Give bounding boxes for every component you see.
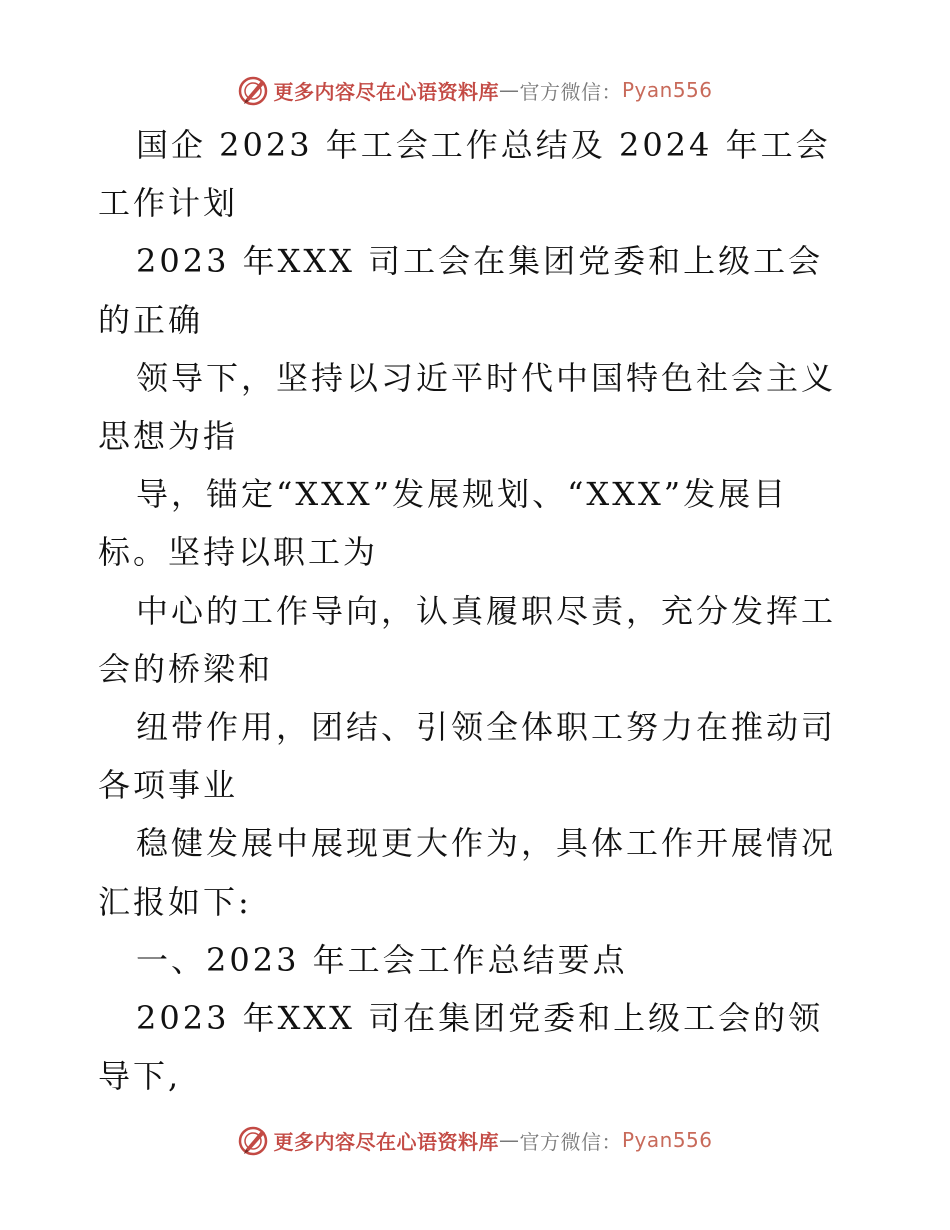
paragraph: 稳健发展中展现更大作为，具体工作开展情况汇报如下: xyxy=(98,824,837,921)
banner-dash: — xyxy=(498,1128,520,1152)
banner-wechat-label: 官方微信： xyxy=(519,79,622,104)
banner-wechat-id: Pyan556 xyxy=(621,1128,713,1152)
document-title: 国企 2023 年工会工作总结及 2024 年工会工作计划 xyxy=(98,126,831,223)
banner-brand-text: 更多内容尽在心语资料库 xyxy=(273,79,499,104)
banner-wechat-id: Pyan556 xyxy=(621,78,713,102)
paragraph: 纽带作用，团结、引领全体职工努力在推动司各项事业 xyxy=(98,708,837,805)
paragraph: 2023 年XXX 司工会在集团党委和上级工会的正确 xyxy=(98,242,824,339)
paragraph: 2023 年XXX 司在集团党委和上级工会的领导下, xyxy=(98,999,824,1096)
paragraph: 中心的工作导向，认真履职尽责，充分发挥工会的桥梁和 xyxy=(98,591,837,688)
paragraph: 导，锚定“XXX”发展规划、“XXX”发展目标。坚持以职工为 xyxy=(98,475,789,572)
pen-logo-icon xyxy=(237,1124,269,1156)
banner-dash: — xyxy=(498,78,520,102)
footer-banner xyxy=(0,1120,950,1160)
section-heading: 一、2023 年工会工作总结要点 xyxy=(136,940,628,979)
banner-wechat-label: 官方微信： xyxy=(519,1129,622,1154)
banner-brand-text: 更多内容尽在心语资料库 xyxy=(273,1129,499,1154)
pen-logo-icon xyxy=(237,74,269,106)
paragraph: 领导下，坚持以习近平时代中国特色社会主义思想为指 xyxy=(98,358,837,456)
header-banner xyxy=(0,70,950,110)
document-body xyxy=(98,116,858,1105)
